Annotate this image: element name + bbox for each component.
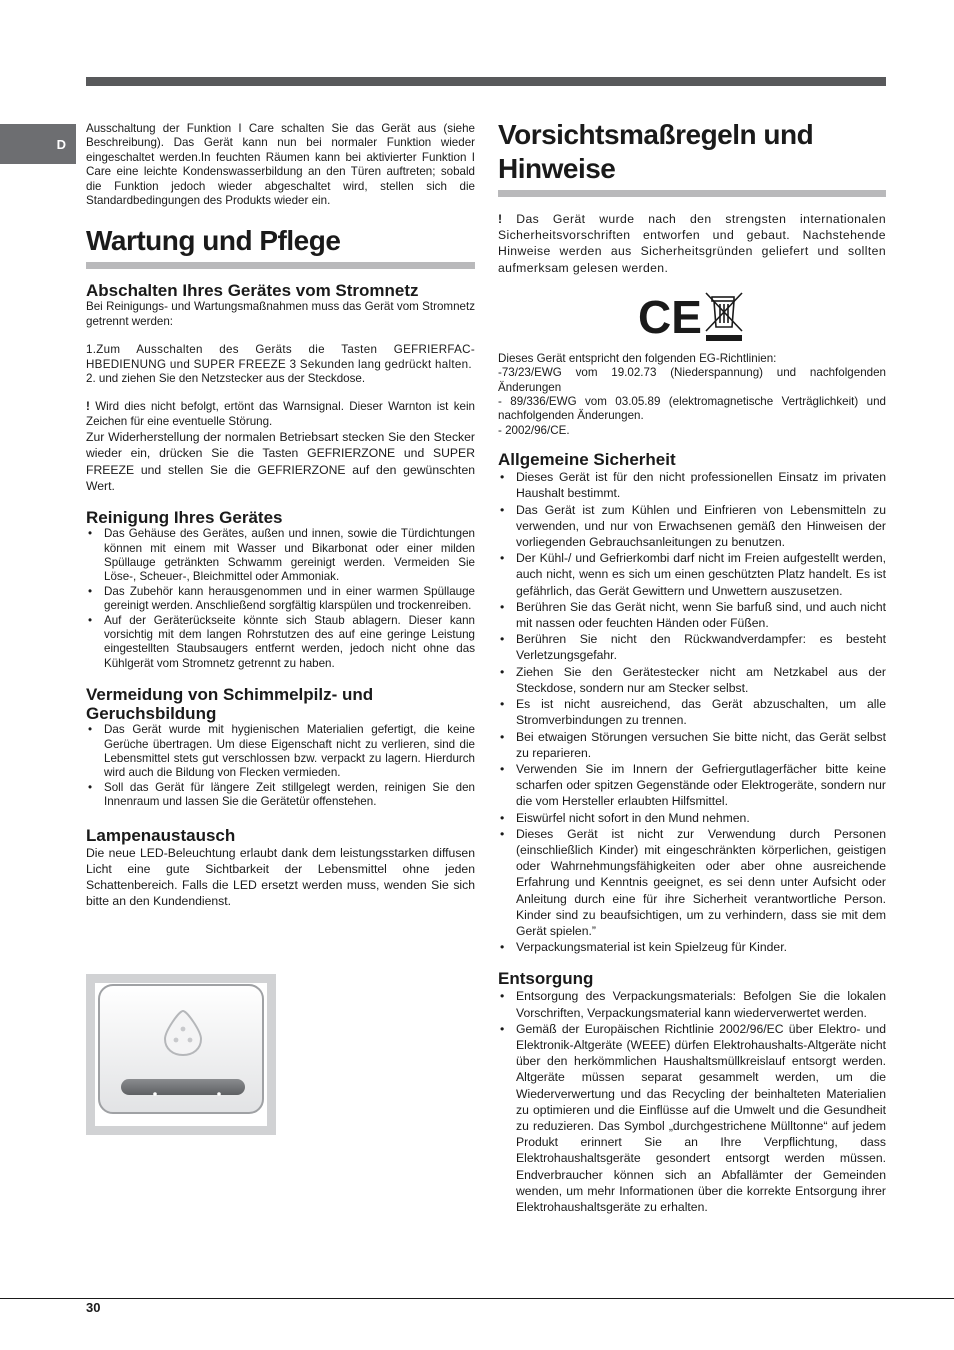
footer-rule — [0, 1298, 954, 1299]
list-item: • Verwenden Sie im Innern der Gefriergutlagerfächer bitte keine scharfen oder spitzen Gegenstände oder Elektrogeräte, sondern nur die vom Hersteller erlaubten Hilfsmittel. — [498, 761, 886, 810]
eg-line: - 89/336/EWG vom 03.05.89 (elektromagnetische Verträglichkeit) und nachfolgenden Änderungen. — [498, 395, 886, 423]
stromnetz-intro: Bei Reinigungs- und Wartungsmaßnahmen muss das Gerät vom Stromnetz getrennt werden: — [86, 300, 475, 328]
list-item: • Gemäß der Europäischen Richtlinie 2002/96/EC über Elektro- und Elektronik-Altgeräte (WEEE) dürfen Elektrohaushalts-Altgeräte nicht über den herkömmlichen Haushaltsmüllkreislauf entsorgt werden. Altgeräte müssen separat gesammelt werden, um die Wiederverwertung und das Recycling der beinhalteten Materialien zu optimieren und die Einflüsse auf die Umwelt und die Gesundheit zu reduzieren. Das Symbol „durchgestrichene Mülltonne“ auf jedem Produkt erinnert Sie an Ihre Verpflichtung, dass Elektrohaushaltsgeräte gesondert entsorgt werden müssen. Endverbraucher können sich an Abfallämter der Gemeinden wenden, um mehr Informationen über die korrekte Entsorgung ihrer Elektrohaushaltsgeräte zu erhalten. — [498, 1021, 886, 1215]
list-item: • Der Kühl-/ und Gefrierkombi darf nicht im Freien aufgestellt werden, auch nicht, wenn es sich um einen geschützten Platz handelt. Es ist gefährlich, das Gerät Gewittern und Unwettern auszusetzen. — [498, 550, 886, 599]
schimmel-list — [86, 723, 475, 809]
list-item: • Es ist nicht ausreichend, das Gerät abzuschalten, um alle Stromverbindungen zu trennen. — [498, 696, 886, 728]
figure-panel — [95, 983, 267, 1126]
weee-bin-icon — [702, 289, 746, 343]
list-item: • Das Gerät wurde mit hygienischen Materialien gefertigt, die keine Gerüche übertragen. Um diese Eigenschaft nicht zu verlieren, sind die Lebensmittel stets gut verschlossen bzw. verpackt zu lagern. Hierdurch wird auch die Bildung von Flecken vermieden. — [86, 723, 475, 781]
list-item: • Verpackungsmaterial ist kein Spielzeug für Kinder. — [498, 939, 886, 955]
stromnetz-warning — [86, 400, 475, 429]
ce-mark-text: CE — [638, 290, 702, 343]
list-item: • Bei etwaigen Störungen versuchen Sie bitte nicht, das Gerät selbst zu reparieren. — [498, 729, 886, 761]
list-item: • Das Zubehör kann herausgenommen und in einer warmen Spüllauge gereinigt werden. Anschließend sorgfältig klarspülen und trockenreiben. — [86, 585, 475, 614]
section-title-wartung: Wartung und Pflege — [86, 224, 475, 269]
heading-schimmel: Vermeidung von Schimmelpilz- und Geruchsbildung — [86, 685, 374, 724]
language-tab — [0, 124, 76, 164]
list-item: • Entsorgung des Verpackungsmaterials: Befolgen Sie die lokalen Vorschriften, Verpackungsmaterial kann wiederverwertet werden. — [498, 988, 886, 1020]
safety-intro — [498, 211, 886, 276]
list-item: • Das Gerät ist zum Kühlen und Einfrieren von Lebensmitteln zu verwenden, und nur von Erwachsenen gemäß den Hinweisen der vorliegenden Gebrauchsanleitungen zu benutzen. — [498, 502, 886, 551]
language-label: D — [56, 136, 66, 152]
stromnetz-restore: Zur Widerherstellung der normalen Betriebsart stecken Sie den Stecker wieder ein, drücken Sie die Tasten GEFRIERZONE und SUPER FREEZE und stellen Sie die GEFRIERZONE auf den gewünschten Wert. — [86, 430, 475, 493]
sicherheit-list — [498, 469, 886, 955]
warning-text: Wird dies nicht befolgt, ertönt das Warnsignal. Dieser Warnton ist kein Zeichen für eine eventuelle Störung. — [86, 400, 475, 428]
heading-reinigung: Reinigung Ihres Gerätes — [86, 508, 283, 528]
heading-sicherheit: Allgemeine Sicherheit — [498, 450, 676, 470]
list-item: • Ziehen Sie den Gerätestecker nicht am Netzkabel aus der Steckdose, sondern nur am Stecker selbst. — [498, 664, 886, 696]
list-item: • Eiswürfel nicht sofort in den Mund nehmen. — [498, 810, 886, 826]
led-lamp-figure — [86, 974, 276, 1135]
eg-line: - 2002/96/CE. — [498, 423, 570, 437]
safety-intro-text: Das Gerät wurde nach den strengsten internationalen Sicherheitsvorschriften entworfen und gebaut. Nachstehende Hinweise werden aus Sicherheitsgründen geliefert und sollten aufmerksam gelesen werden. — [498, 212, 886, 275]
warning-mark: ! — [86, 400, 90, 414]
stromnetz-step-2: 2. und ziehen Sie den Netzstecker aus der Steckdose. — [86, 372, 366, 386]
entsorgung-list — [498, 988, 886, 1215]
page-number: 30 — [86, 1300, 101, 1315]
led-lamp-illustration — [95, 983, 267, 1126]
warning-mark: ! — [498, 212, 503, 226]
list-item: • Das Gehäuse des Gerätes, außen und innen, sowie die Türdichtungen können mit einem mit Wasser und Bikarbonat oder einer milden Spüllauge getränkten Schwamm gereinigt werden. Vermeiden Sie Löse-, Scheuer-, Bleichmittel oder Ammoniak. — [86, 527, 475, 585]
ce-mark-icon — [638, 290, 702, 343]
heading-lampe: Lampenaustausch — [86, 825, 236, 845]
list-item: • Berühren Sie das Gerät nicht, wenn Sie barfuß sind, und auch nicht mit nassen oder feuchten Händen oder Füßen. — [498, 599, 886, 631]
list-item: • Auf der Geräterückseite könnte sich Staub ablagern. Dieser kann vorsichtig mit dem langen Rohrstutzen des auf eine geringe Leistung eingestellten Staubsaugers entfernt werden, jedoch nicht ohne das Kühlgerät vom Stromnetz getrennt zu haben. — [86, 614, 475, 672]
eg-line: Dieses Gerät entspricht den folgenden EG-Richtlinien: — [498, 351, 777, 365]
lampe-paragraph: Die neue LED-Beleuchtung erlaubt dank dem leistungsstarken diffusen Licht eine gute Sichtbarkeit der Lebensmittel ohne jeden Schattenbereich. Falls die LED ersetzt werden muss, wenden Sie sich bitte an den Kundendienst. — [86, 845, 475, 909]
intro-paragraph: Ausschaltung der Funktion I Care schalten Sie das Gerät aus (siehe Beschreibung). Das Gerät kann nun bei normaler Funktion wieder eingeschaltet werden.In feuchten Räumen kann bei aktivierter Funktion I Care eine leichte Kondenswasserbildung an den Türen auftreten; sobald die Funktion jedoch wieder abgeschaltet wird, stellen sich die Standardbedingungen des Produkts wieder ein. — [86, 122, 475, 208]
section-title-vorsicht: Vorsichtsmaßregeln und Hinweise — [498, 118, 886, 197]
stromnetz-step-1: 1.Zum Ausschalten des Geräts die Tasten GEFRIERFAC-HBEDIENUNG und SUPER FREEZE 3 Sekunden lang gedrückt halten. — [86, 343, 475, 371]
certification-marks — [498, 286, 886, 346]
left-column — [86, 118, 475, 909]
heading-entsorgung: Entsorgung — [498, 969, 594, 989]
list-item: • Dieses Gerät ist nicht zur Verwendung durch Personen (einschließlich Kinder) mit eingeschränkten körperlichen, geistigen oder Wahrnehmungsfähigkeiten oder aber ohne ausreichende Erfahrung und Kenntnis geeignet, es sei denn unter Aufsicht oder Anleitung durch eine für ihre Sicherheit verantwortliche Person. Kinder sind zu beaufsichtigen, um zu verhindern, dass sie mit dem Gerät spielen.” — [498, 826, 886, 939]
header-rule — [86, 77, 886, 86]
list-item: • Soll das Gerät für längere Zeit stillgelegt werden, reinigen Sie den Innenraum und lassen Sie die Gerätetür offenstehen. — [86, 781, 475, 810]
list-item: • Dieses Gerät ist für den nicht professionellen Einsatz im privaten Haushalt bestimmt. — [498, 469, 886, 501]
right-column — [498, 118, 886, 1215]
heading-stromnetz: Abschalten Ihres Gerätes vom Stromnetz — [86, 281, 419, 301]
eg-line: -73/23/EWG vom 19.02.73 (Niederspannung) und nachfolgenden Änderungen — [498, 366, 886, 394]
reinigung-list — [86, 527, 475, 671]
list-item: • Berühren Sie nicht den Rückwandverdampfer: es besteht Verletzungsgefahr. — [498, 631, 886, 663]
